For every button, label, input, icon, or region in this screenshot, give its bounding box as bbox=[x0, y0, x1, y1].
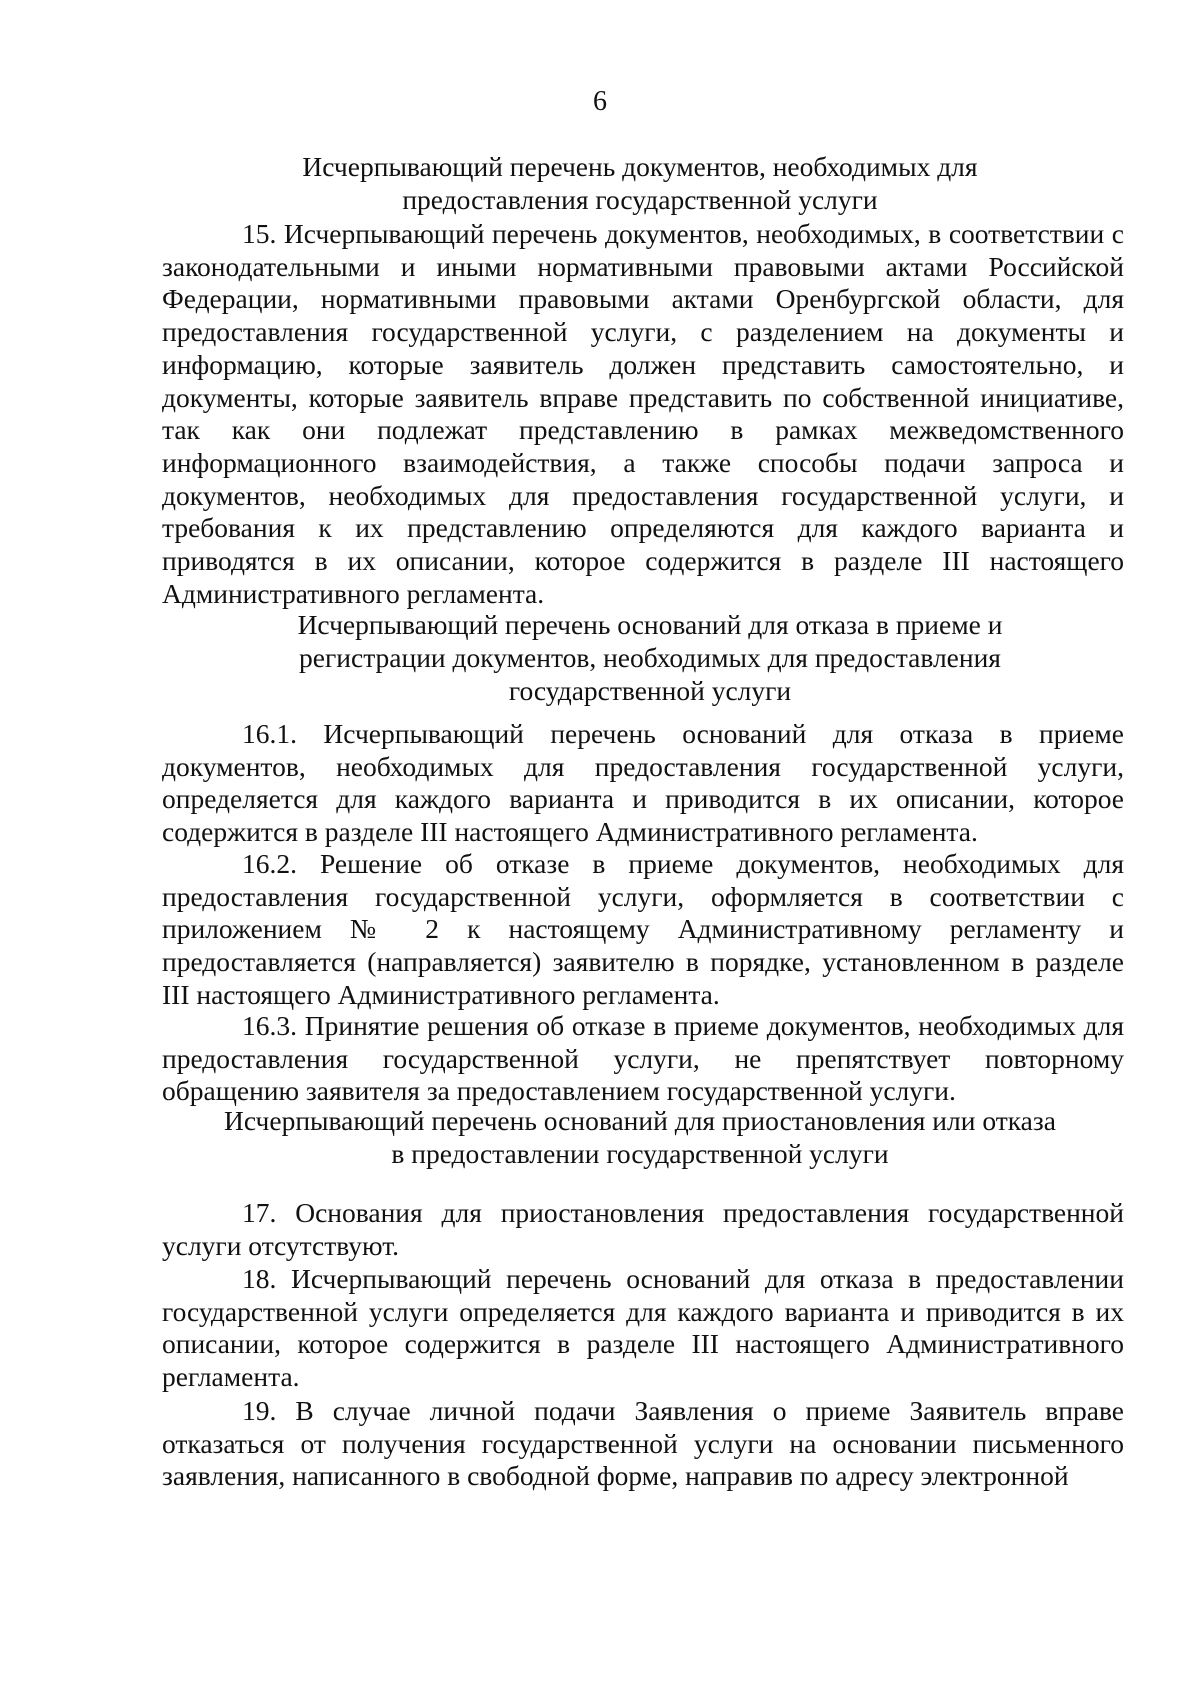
heading-line: предоставления государственной услуги bbox=[402, 184, 878, 215]
heading-line: Исчерпывающий перечень оснований для приостановления или отказа bbox=[224, 1105, 1056, 1136]
paragraph-16-3: 16.3. Принятие решения об отказе в приеме документов, необходимых для предоставления государственной услуги, не препятствует повторному обращению заявителя за предоставлением государственной услуги. bbox=[162, 1010, 1124, 1107]
paragraph-16-1: 16.1. Исчерпывающий перечень оснований для отказа в приеме документов, необходимых для предоставления государственной услуги, определяется для каждого варианта и приводится в их описании, которое содержится в разделе III настоящего Административного регламента. bbox=[162, 718, 1124, 848]
section-heading-documents bbox=[240, 150, 1040, 216]
paragraph-18: 18. Исчерпывающий перечень оснований для отказа в предоставлении государственной услуги определяется для каждого варианта и приводится в их описании, которое содержится в разделе III настоящего Административного регламента. bbox=[162, 1263, 1124, 1393]
heading-line: Исчерпывающий перечень документов, необходимых для bbox=[302, 151, 978, 182]
heading-line: регистрации документов, необходимых для предоставления bbox=[299, 642, 1001, 673]
paragraph-17: 17. Основания для приостановления предоставления государственной услуги отсутствуют. bbox=[162, 1197, 1124, 1261]
paragraph-16-2: 16.2. Решение об отказе в приеме документов, необходимых для предоставления государственной услуги, оформляется в соответствии с приложением № 2 к настоящему Административному регламенту и предоставляется (направляется) заявителю в порядке, установленном в разделе III настоящего Административного регламента. bbox=[162, 848, 1124, 1010]
paragraph-19: 19. В случае личной подачи Заявления о приеме Заявитель вправе отказаться от получения государственной услуги на основании письменного заявления, написанного в свободной форме, направив по адресу электронной bbox=[162, 1395, 1124, 1492]
section-heading-suspension bbox=[180, 1104, 1100, 1170]
heading-line: в предоставлении государственной услуги bbox=[391, 1138, 889, 1169]
section-heading-refusal-reception bbox=[200, 608, 1100, 707]
heading-line: государственной услуги bbox=[508, 675, 792, 706]
page-number: 6 bbox=[593, 86, 607, 117]
paragraph-15: 15. Исчерпывающий перечень документов, необходимых, в соответствии с законодательными и иными нормативными правовыми актами Российской Федерации, нормативными правовыми актами Оренбургской области, для предоставления государственной услуги, с разделением на документы и информацию, которые заявитель должен представить самостоятельно, и документы, которые заявитель вправе представить по собственной инициативе, так как они подлежат представлению в рамках межведомственного информационного взаимодействия, а также способы подачи запроса и документов, необходимых для предоставления государственной услуги, и требования к их представлению определяются для каждого варианта и приводятся в их описании, которое содержится в разделе III настоящего Административного регламента. bbox=[162, 218, 1124, 609]
heading-line: Исчерпывающий перечень оснований для отказа в приеме и bbox=[297, 609, 1003, 640]
